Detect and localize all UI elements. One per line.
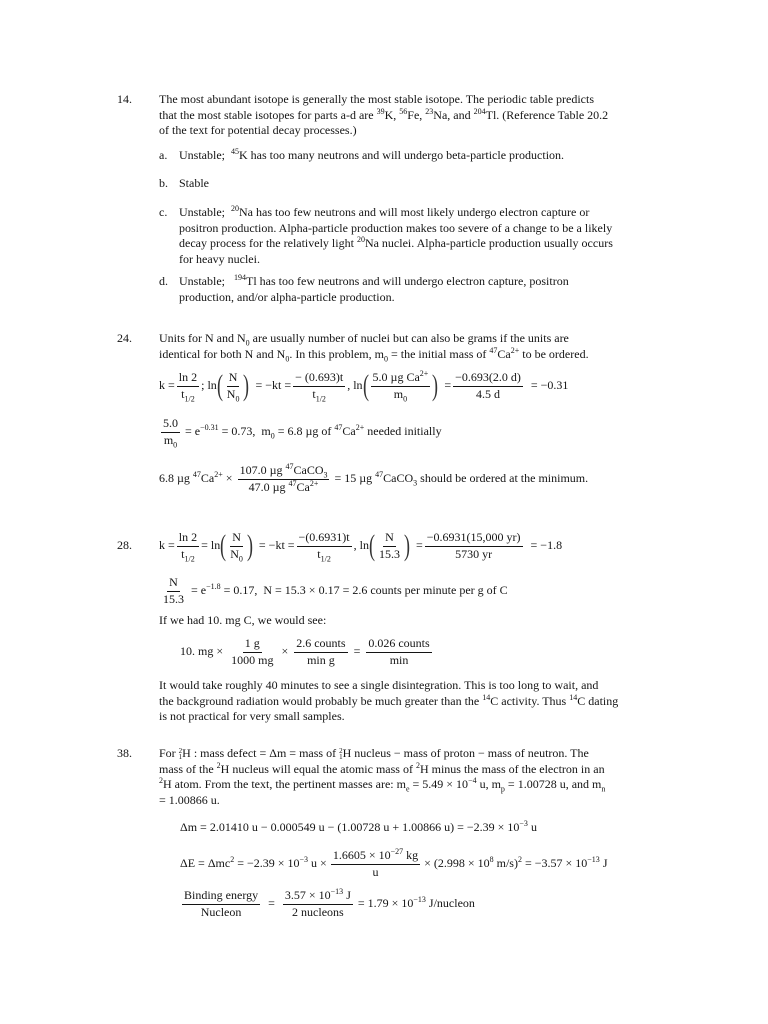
problem-14-intro: The most abundant isotope is generally the most stable isotope. The periodic table predicts that the most stable isotopes for parts a-d are $^{39}$K, $^{56}$Fe, $^{23}$Na, and $^{204}$Tl. (Reference Table 20.2 of the text for potential decay processes.)	[159, 92, 609, 138]
problem-28-equation-3: 10. mg × $\frac{1 g}{1000 mg}$ × $\frac{\text{2.6 counts}}{\text{min g}}$ = $\frac{\text{0.026 counts}}{\min}$	[180, 635, 430, 667]
problem-38-number: 38.	[117, 746, 132, 760]
problem-24-equation-1: k = $\frac{\ln 2}{t_{1/2}}$ ; ln ( $\frac{N}{N_0}$ ) = −kt = $\frac{- (0.693)t}{t_{1/2}}$ , ln ( $\frac{5.0 \mu g Ca^{2+}}{m_0}$ ) = $\frac{-0.693(2.0 d)}{4.5 d}$ = −0.31	[159, 368, 569, 403]
problem-38-equation-2: $\Delta E = \Delta mc^2 = -2.39 \times 10^{-3}$ u × $\frac{1.6605 \times 10^{-27} kg}{u}$ × ($2.998 \times 10^8$ $m/s)^2 = -3.57 \times 10^{-13}$ J	[180, 846, 608, 879]
problem-28-equation-1: k = $\frac{\ln 2}{t_{1/2}}$ = ln ( $\frac{N}{N_0}$ ) = −kt = $\frac{-(0.6931)t}{t_{1/2}}$ , ln ( $\frac{N}{15.3}$ ) = $\frac{-0.6931(15,000 yr)}{5730 yr}$ = −1.8	[159, 529, 563, 563]
problem-28-number: 28.	[117, 538, 132, 552]
problem-24-intro: Units for N and $N_0$ are usually number of nuclei but can also be grams if the units are identical for both N and $N_0$. In this problem, $m_0$ = the initial mass of $^{47}Ca^{2+}$ to be ordered.	[159, 331, 589, 363]
problem-28-text: If we had 10. mg C, we would see:	[159, 613, 327, 627]
problem-38-equation-3: $\frac{\text{Binding energy}}{\text{Nucleon}}$ = $\frac{3.57 \times 10^{-13} J}{\text{2 nucleons}}$ = $1.79 \times 10^{-13}$ J/nucleon	[184, 886, 475, 919]
document-page: 14. The most abundant isotope is generally the most stable isotope. The periodic table predicts that the most stable isotopes for parts a-d are $^{39}$K, $^{56}$Fe, $^{23}$Na, and $^{204}$Tl. (Reference Table 20.2 of the text for potential decay processes.) a. Unstable; $^{45}$K has too many neutrons and will undergo beta-particle production. b. Stable c. Unstable; $^{20}$Na has too few neutrons and will most likely undergo electron capture or positron production. Alpha-particle production makes too severe of a change to be a likely decay process for the relatively light $^{20}$Na nuclei. Alpha-particle production usually occurs for heavy nuclei. d. Unstable; $^{194}$Tl has too few neutrons and will undergo electron capture, positron production, and/or alpha-particle production. 24. Units for N and $N_0$ are usually number of nuclei but can also be grams if the units are identical for both N and $N_0$. In this problem, $m_0$ = the initial mass of $^{47}Ca^{2+}$ to be ordered. k = $\frac{\ln 2}{t_{1/2}}$ ; ln ( $\frac{N}{N_0}$ ) = −kt = $\frac{- (0.693)t}{t_{1/2}}$ , ln ( $\frac{5.0 \mu g Ca^{2+}}{m_0}$ ) = $\frac{-0.693(2.0 d)}{4.5 d}$ = −0.31 $\frac{5.0}{m_0}$ = $e^{-0.31} = 0.73$, $m_0 = 6.8$ µg of $^{47}Ca^{2+}$ needed initially 6.8 µg $^{47}Ca^{2+}$ × $\frac{107.0 \mu g ^{47}CaCO_3}{47.0 \mu g ^{47}Ca^{2+}}$ = 15 µg $^{47}$CaCO$_3$ should be ordered at the minimum. 28. k = $\frac{\ln 2}{t_{1/2}}$ = ln ( $\frac{N}{N_0}$ ) = −kt = $\frac{-(0.6931)t}{t_{1/2}}$ , ln ( $\frac{N}{15.3}$ ) = $\frac{-0.6931(15,000 yr)}{5730 yr}$ = −1.8 $\frac{N}{15.3}$ = $e^{-1.8} = 0.17$, N = 15.3 × 0.17 = 2.6 counts per minute per g of C If we had 10. mg C, we would see: 10. mg × $\frac{1 g}{1000 mg}$ × $\frac{\text{2.6 counts}}{\text{min g}}$ = $\frac{\text{0.026 counts}}{\min}$ It would take roughly 40 minutes to see a single disintegration. This is too long to wait, and the background radiation would probably be much greater than the $^{14}$C activity. Thus $^{14}$C dating is not practical for very small samples. 38. For 2 1 H : mass defect = Δm = mass of 2 1 H nucleus − mass of proton − mass of neutron. The mass of the $^2$H nucleus will equal the atomic mass of $^2$H minus the mass of the electron in an $^2$H atom. From the text, the pertinent masses are: $m_e = 5.49 \times 10^{-4}$ u, $m_p = 1.00728$ u, and $m_n$ = 1.00866 u. Δm = 2.01410 u − 0.000549 u − (1.00728 u + 1.00866 $u) = -2.39 \times 10^{-3}$ u $\Delta E = \Delta mc^2 = -2.39 \times 10^{-3}$ u × $\frac{1.6605 \times 10^{-27} kg}{u}$ × ($2.998 \times 10^8$ $m/s)^2 = -3.57 \times 10^{-13}$ J $\frac{\text{Binding energy}}{\text{Nucleon}}$ = $\frac{3.57 \times 10^{-13} J}{\text{2 nucleons}}$ = $1.79 \times 10^{-13}$ J/nucleon	[0, 0, 768, 1024]
problem-14-number: 14.	[117, 92, 132, 106]
problem-28-conclusion: It would take roughly 40 minutes to see a single disintegration. This is too long to wait, and the background radiation would probably be much greater than the $^{14}$C activity. Thus $^{14}$C dating is not practical for very small samples.	[159, 678, 619, 724]
problem-28-equation-2: $\frac{N}{15.3}$ = $e^{-1.8} = 0.17$, N = 15.3 × 0.17 = 2.6 counts per minute per g of C	[163, 574, 508, 606]
problem-38-equation-1: Δm = 2.01410 u − 0.000549 u − (1.00728 u + 1.00866 $u) = -2.39 \times 10^{-3}$ u	[180, 819, 537, 834]
problem-24-number: 24.	[117, 331, 132, 345]
problem-24-equation-2: $\frac{5.0}{m_0}$ = $e^{-0.31} = 0.73$, $m_0 = 6.8$ µg of $^{47}Ca^{2+}$ needed initially	[163, 415, 442, 449]
problem-24-equation-3: 6.8 µg $^{47}Ca^{2+}$ × $\frac{107.0 \mu g ^{47}CaCO_3}{47.0 \mu g ^{47}Ca^{2+}}$ = 15 µg $^{47}$CaCO$_3$ should be ordered at the minimum.	[159, 461, 589, 494]
problem-38-intro: For 2 1 H : mass defect = Δm = mass of 2 1 H nucleus − mass of proton − mass of neutron. The mass of the $^2$H nucleus will equal the atomic mass of $^2$H minus the mass of the electron in an $^2$H atom. From the text, the pertinent masses are: $m_e = 5.49 \times 10^{-4}$ u, $m_p = 1.00728$ u, and $m_n$ = 1.00866 u.	[159, 746, 606, 807]
